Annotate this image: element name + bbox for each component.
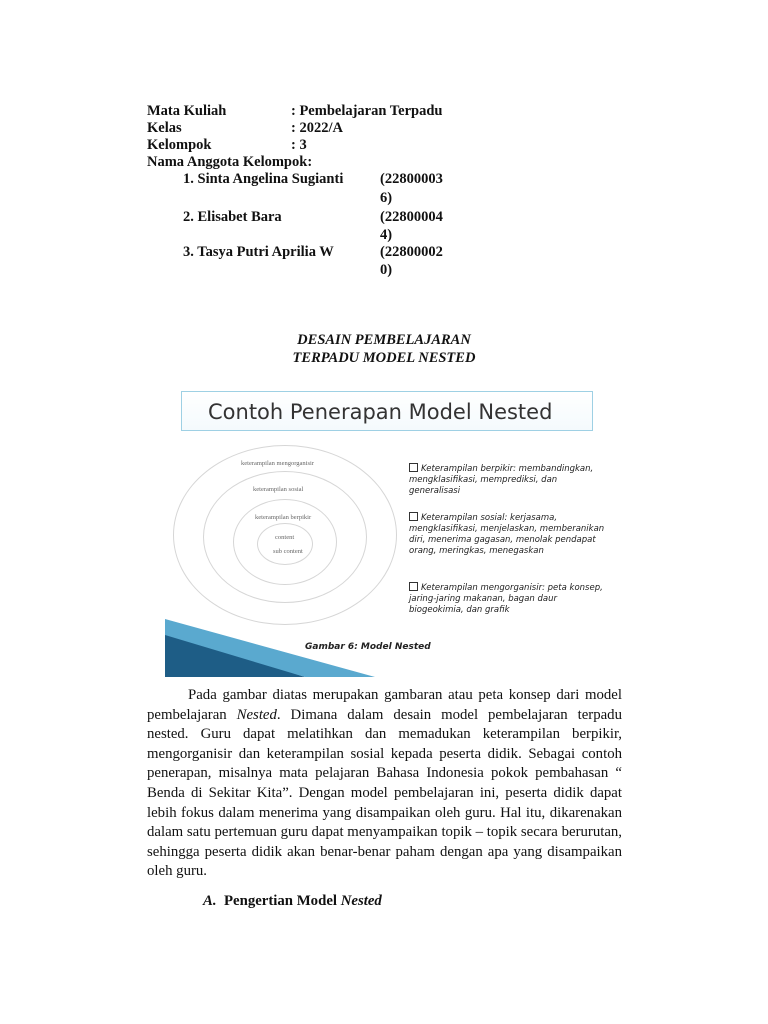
section-title-emphasis: Nested xyxy=(340,893,382,909)
course-value: : Pembelajaran Terpadu xyxy=(291,103,443,119)
para-rest: . Dimana dalam desain model pembelajaran terpadu nested. Guru dapat melatihkan dan memadukan keterampilan berpikir, mengorganisir dan keterampilan sosial kepada peserta didik. Sebagai contoh penerapan, misalnya mata pelajaran Bahasa Indonesia pokok pembahasan “ Benda di Sekitar Kita”. Dengan model pembelajaran ini, peserta didik dapat lebih fokus dalam menerima yang disampaikan oleh guru. Hal itu, dikarenakan dalam satu pertemuan guru dapat menyampaikan topik – topik secara berurutan, sehingga peserta didik akan benar-benar paham dengan apa yang disampaikan oleh guru. xyxy=(147,706,622,880)
figure-caption: Gambar 6: Model Nested xyxy=(305,642,431,652)
circle-label: keterampilan berpikir xyxy=(255,514,312,521)
figure-decoration xyxy=(165,383,609,677)
member-name: 3. Tasya Putri Aprilia W xyxy=(183,244,334,260)
section-title: Pengertian Model xyxy=(223,893,341,909)
member-id-line2: 4) xyxy=(380,227,393,243)
doc-title-line2: TERPADU MODEL NESTED xyxy=(292,350,476,366)
member-id-line1: (22800003 xyxy=(380,171,443,187)
bullet-text: Keterampilan sosial: kerjasama, mengklasifikasi, menjelaskan, memberanikan diri, menerima gagasan, menolak pendapat orang, meringkas, menegaskan xyxy=(409,513,605,556)
circle-label: keterampilan mengorganisir xyxy=(241,460,314,467)
doc-title-line1: DESAIN PEMBELAJARAN xyxy=(297,332,471,348)
member-id-line2: 0) xyxy=(380,262,393,278)
member-id-line2: 6) xyxy=(380,190,393,206)
member-id-line1: (22800002 xyxy=(380,244,443,260)
bullet-text: Keterampilan mengorganisir: peta konsep, jaring-jaring makanan, bagan daur biogeokimia, dan grafik xyxy=(409,583,603,615)
member-name: 2. Elisabet Bara xyxy=(183,209,282,225)
circle-label: keterampilan sosial xyxy=(253,486,304,493)
circle-label: sub content xyxy=(273,548,303,555)
group-value: : 3 xyxy=(291,137,307,153)
nested-model-figure xyxy=(165,383,609,677)
member-name: 1. Sinta Angelina Sugianti xyxy=(183,171,344,187)
group-label: Kelompok xyxy=(147,137,212,153)
class-label: Kelas xyxy=(147,120,182,136)
body-paragraph xyxy=(147,686,622,882)
class-value: : 2022/A xyxy=(291,120,343,136)
member-id-line1: (22800004 xyxy=(380,209,443,225)
course-label: Mata Kuliah xyxy=(147,103,227,119)
para-start: Pada gambar diatas merupakan gambaran atau peta konsep dari model pembelajaran xyxy=(147,687,622,723)
section-heading xyxy=(203,893,382,910)
bullet-text: Keterampilan berpikir: membandingkan, mengklasifikasi, memprediksi, dan generalisasi xyxy=(409,464,594,496)
figure-banner: Contoh Penerapan Model Nested xyxy=(181,391,593,431)
circle-label: content xyxy=(275,534,295,541)
section-letter: A. xyxy=(203,893,217,909)
para-emphasis: Nested xyxy=(236,706,277,723)
members-label: Nama Anggota Kelompok: xyxy=(147,154,313,170)
